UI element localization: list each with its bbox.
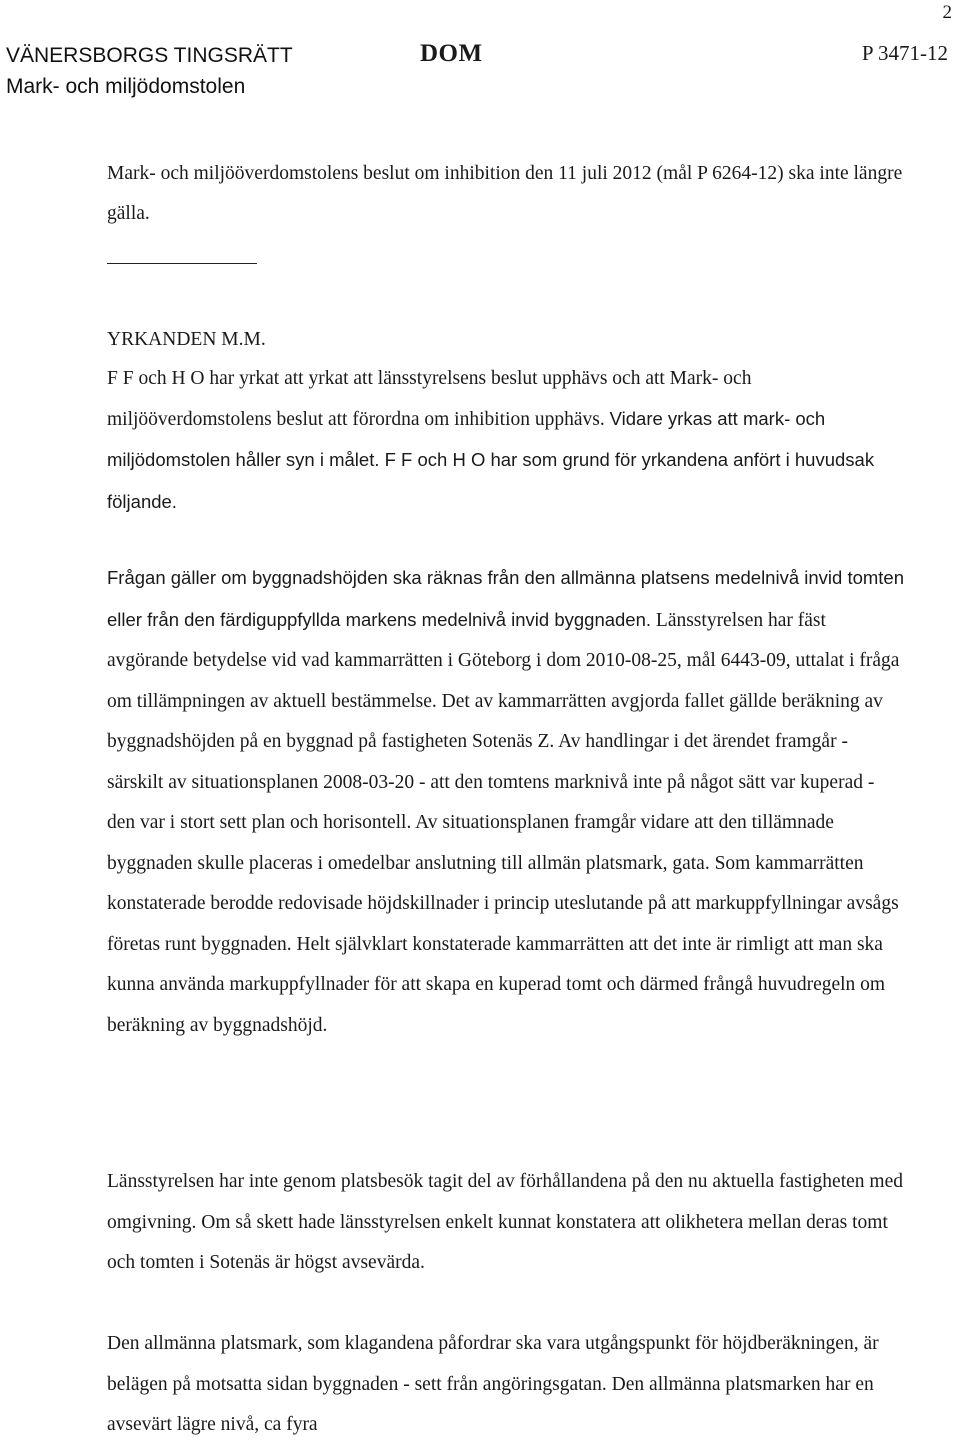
court-name: VÄNERSBORGS TINGSRÄTT — [6, 44, 293, 67]
public-land-paragraph: Den allmänna platsmark, som klagandena påfordrar ska vara utgångspunkt för höjdberäkningen, är belägen på motsatta sidan byggnaden - sett från angöringsgatan. Den allmänna platsmarken har en avsevärt lägre nivå, ca fyra — [107, 1333, 879, 1435]
court-header — [6, 40, 293, 102]
claims-text-sans: Vidare yrkas att mark- och miljödomstolen håller syn i målet. F F och H O har som grund för yrkandena anfört i huvudsak följande. — [107, 408, 875, 512]
claims-paragraph — [107, 359, 907, 523]
page-number: 2 — [942, 2, 952, 23]
document-type: DOM — [420, 40, 483, 67]
site-visit-paragraph: Länsstyrelsen har inte genom platsbesök tagit del av förhållandena på den nu aktuella fastigheten med omgivning. Om så skett hade länsstyrelsen enkelt kunnat konstatera att olikhetera mellan deras tomt och tomten i Sotenäs är högst avsevärda. — [107, 1171, 903, 1273]
section-heading: YRKANDEN M.M. — [107, 329, 266, 350]
argument-body: Länsstyrelsen har fäst avgörande betydelse vid vad kammarrätten i Göteborg i dom 2010-08-25, mål 6443-09, uttalat i fråga om tillämpningen av aktuell bestämmelse. Det av kammarrätten avgjorda fallet gällde beräkning av byggnadshöjden på en byggnad på fastigheten Sotenäs Z. Av handlingar i det ärendet framgår - särskilt av situationsplanen 2008-03-20 - att den tomtens marknivå inte på något sätt var kuperad - den var i stort sett plan och horisontell. Av situationsplanen framgår vidare att den tillämnade byggnaden skulle placeras i omedelbar anslutning till allmän platsmark, gata. Som kammarrätten konstaterade berodde redovisade höjdskillnader i princip uteslutande på att markuppfyllningar avsågs företas runt byggnaden. Helt självklart konstaterade kammarrätten att det inte är rimligt att man ska kunna använda markuppfyllnader för att skapa en kuperad tomt och därmed frångå huvudregeln om beräkning av byggnadshöjd. — [107, 609, 900, 1036]
claims-text: F F och H O har yrkat att yrkat att länsstyrelsens beslut upphävs och att Mark- och miljööverdomstolens beslut att förordna om inhibition upphävs. — [107, 368, 752, 431]
intro-paragraph: Mark- och miljööverdomstolens beslut om inhibition den 11 juli 2012 (mål P 6264-12) ska inte längre gälla. — [107, 163, 903, 224]
argument-paragraph — [107, 558, 907, 1046]
section-divider — [107, 263, 257, 264]
argument-question: Frågan gäller om byggnadshöjden ska räknas från den allmänna platsens medelnivå invid tomten eller från den färdiguppfyllda markens medelnivå invid byggnaden. — [107, 567, 904, 630]
case-number: P 3471-12 — [861, 41, 948, 65]
court-division: Mark- och miljödomstolen — [6, 75, 246, 98]
